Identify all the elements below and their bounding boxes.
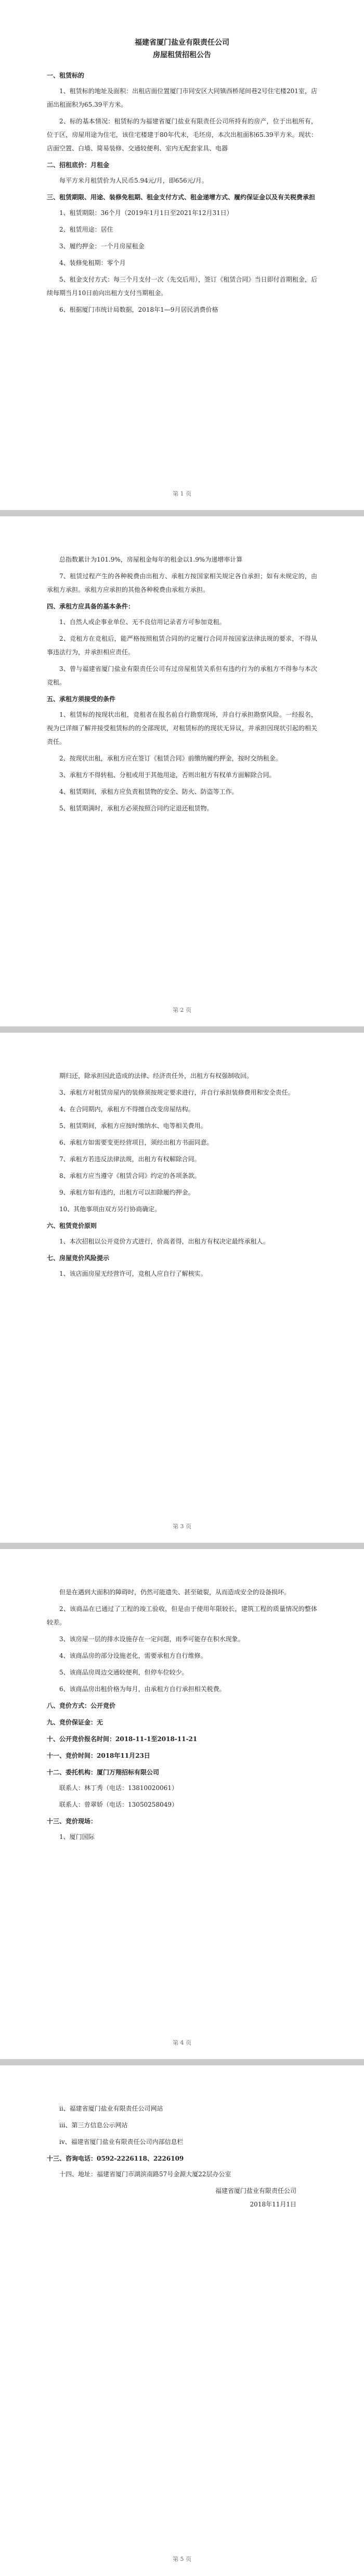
- paragraph: 2、竞租方在竞租后，能严格按照租赁合同的约定履行合同并按国家法律法规的要求，不得从事违法行为，并承担相应责任。: [47, 635, 317, 656]
- document-page: [0, 1033, 364, 1543]
- paragraph: iii、第三方信息公示网站: [59, 2122, 128, 2129]
- paragraph: 6、该商品房出租价格为每月，由承租方自行承担相关税费。: [59, 1685, 226, 1693]
- paragraph: ii、福建省厦门盐业有限责任公司网站: [59, 2105, 163, 2112]
- paragraph: 6、承租方如需要变更经营项目，须经出租方书面同意。: [59, 1139, 213, 1146]
- paragraph: 十四、地址：福建省厦门市湖滨南路57号金源大厦22层办公室: [59, 2171, 231, 2178]
- company-title: 福建省厦门盐业有限责任公司: [135, 39, 229, 47]
- paragraph: 1、租赁标的地址及面积：出租店面位置厦门市同安区大同镇西桥尾间巷2号住宅楼201室，店面出租面积为65.39平方米。: [47, 87, 317, 108]
- section-heading: 十二、委托机构：厦门万翔招标有限公司: [47, 1769, 160, 1776]
- section-heading: 一、租赁标的: [47, 72, 85, 79]
- paragraph: 4、在合同期内，承租方不得擅自改变房屋结构。: [59, 1106, 194, 1113]
- paragraph: 8、承租方应当遵守《租赁合同》约定的各项条款。: [59, 1172, 201, 1179]
- paragraph: 4、装修免租期：零个月: [59, 259, 126, 267]
- section-heading: 七、房屋竞价风险提示: [47, 1254, 110, 1262]
- page-separator: [0, 2059, 364, 2065]
- paragraph: 6、根据厦门市统计局数据，2018年1—9月居民消费价格: [59, 306, 218, 313]
- section-heading: 九、竞价保证金：无: [47, 1719, 103, 1726]
- paragraph: 3、承租方对租赁房屋内的装修须按规定要求进行，并自行承担装修费用和安全责任。: [59, 1089, 294, 1096]
- paragraph: 7、租赁过程产生的各种税费由出租方、承租方按国家相关规定各自承担；如有未规定的，由承租方承担。承租方应承担的其他各种税费由承租方承担。: [47, 573, 317, 593]
- page-content: [47, 553, 317, 818]
- paragraph: 总指数累计为101.9%，房屋租金每年的租金以1.9%为递增率计算: [59, 556, 243, 563]
- page-number: 第 3 页: [173, 1523, 191, 1530]
- paragraph: 10、其他事项由双方另行协商确定。: [59, 1205, 161, 1213]
- paragraph: 5、该商品房周边交通较便利，但停车位较少。: [59, 1669, 188, 1676]
- section-heading: 十三、咨询电话：0592-2226118、2226109: [47, 2155, 184, 2162]
- paragraph: 每平方米月租赁价为人民币5.94元/月，即656元/月。: [59, 177, 208, 184]
- paragraph: 2、标的基本情况：租赁标的为福建省厦门盐业有限责任公司所持有的房产，位于出租所有，位于区，房屋用途为住宅，该住宅楼建于80年代末，毛坯房，本次出租面积65.39平方米。现状：店面空置、白墙、简易装修、交通较便利、室内无配套家具、电器: [47, 118, 317, 152]
- doc-title: 房屋租赁招租公告: [153, 51, 211, 59]
- page-content: [47, 36, 317, 320]
- section-heading: 十一、竞价时间：2018年11月23日: [47, 1752, 150, 1759]
- section-heading: 四、承租方应具备的基本条件：: [47, 603, 135, 610]
- paragraph: 2、租赁用途：居住: [59, 226, 113, 233]
- page-separator: [0, 1026, 364, 1033]
- paragraph: iv、福建省厦门盐业有限责任公司内部信息栏: [59, 2138, 184, 2146]
- paragraph: 9、承租方如有违约，出租方可以扣除履约押金。: [59, 1189, 194, 1196]
- section-heading: 六、租赁竞价原则: [47, 1222, 97, 1229]
- paragraph: 期归还，除承担因此造成的法律、经济责任外，出租方有权强制收回。: [59, 1072, 253, 1080]
- paragraph: 1、厦门国际: [59, 1833, 95, 1841]
- page-content: [47, 2102, 317, 2211]
- paragraph: 4、租赁期间，承租方应负责租赁物的安全、防火、防盗等工作。: [59, 788, 238, 795]
- page-number: 第 5 页: [173, 2556, 191, 2562]
- signature-line: 福建省厦门盐业有限责任公司: [215, 2187, 296, 2194]
- page-number: 第 4 页: [173, 2039, 191, 2046]
- section-heading: 十、公开竞价报名时间：2018-11-1至2018-11-21: [47, 1735, 198, 1743]
- page-content: [47, 1069, 317, 1284]
- page-number: 第 1 页: [173, 490, 191, 497]
- paragraph: 1、租赁期限：36个月（2019年1月1日至2021年12月31日）: [59, 209, 233, 217]
- paragraph: 3、该房屋一层的排水设施存在一定问题，雨季可能存在积水现象。: [59, 1635, 244, 1643]
- section-heading: 八、竞价方式：公开竞价: [47, 1702, 116, 1709]
- paragraph: 5、租金支付方式：每三个月支付一次（先交后用），签订《租赁合同》当日即付首期租金，后续每期当月10日前向出租方支付当期租金。: [47, 276, 317, 297]
- document-page: [0, 1549, 364, 2059]
- page-content: [47, 1585, 317, 1847]
- paragraph: 3、承租方不得转租、分租或用于其他用途，否则出租方有权单方面解除合同。: [59, 771, 276, 779]
- signature-line: 2018年11月1日: [250, 2201, 296, 2208]
- paragraph: 4、该商品房的部分设施老化，需要承租方自行维修。: [59, 1652, 207, 1659]
- document-page: [0, 0, 364, 510]
- section-heading: 二、招租底价：月租金: [47, 161, 110, 169]
- paragraph: 5、租赁期满时，承租方必须按照合同约定退还租赁物。: [59, 805, 213, 812]
- section-heading: 五、承租方须接受的条件: [47, 695, 116, 703]
- paragraph: 但是在遇到大面积的障碍时，仍然可能遗失、甚至破裂，从而造成安全的设备损坏。: [59, 1589, 291, 1596]
- paragraph: 3、曾与福建省厦门盐业有限责任公司有过房屋租赁关系但有违约行为的承租方不得参与本次竞租。: [47, 665, 317, 686]
- document-page: [0, 516, 364, 1026]
- paragraph: 联系人：林丁秀（电话：13810020061）: [59, 1784, 178, 1792]
- paragraph: 1、自然人或企事业单位、无不良信用记录者方可参加竞租。: [59, 618, 226, 626]
- paragraph: 1、本次招租以公开竞价方式进行，价高者得，出租方有权决定最终承租人。: [59, 1238, 269, 1245]
- paragraph: 3、履约押金：一个月房屋租金: [59, 243, 145, 250]
- paragraph: 7、承租方若违反法律法规，出租方有权解除合同。: [59, 1156, 201, 1163]
- paragraph: 1、该店面房屋无经营许可，竞租人应自行了解核实。: [59, 1270, 207, 1277]
- paragraph: 5、租赁期间，承租方应按时缴纳水、电等相关费用。: [59, 1122, 207, 1130]
- section-heading: 三、租赁期限、用途、装修免租期、租金支付方式、租金递增方式、履约保证金以及有关税费承担: [47, 194, 316, 201]
- paragraph: 联系人：曾翠娇（电话：13050258049）: [59, 1801, 178, 1808]
- page-separator: [0, 1543, 364, 1549]
- paragraph: 2、该商品在已通过了工程的竣工验收，但是由于使用年限较长，建筑工程的质量情况的整体较差。: [47, 1605, 317, 1626]
- page-separator: [0, 510, 364, 516]
- paragraph: 2、按现状出租，承租方应在签订《租赁合同》前缴纳履约押金，按时交纳租金。: [59, 755, 282, 762]
- page-number: 第 2 页: [173, 1007, 191, 1013]
- document-page: [0, 2065, 364, 2575]
- section-heading: 十三、竞价现场：: [47, 1818, 97, 1825]
- paragraph: 1、租赁标的按现状出租，竞租者在报名前自行勘察现场，并自行承担勘察风险。一经报名，视为已详细了解并接受租赁标的的全部现状，对租赁标的的现状无异议，并承担因现状引起的相关责任。: [47, 711, 317, 745]
